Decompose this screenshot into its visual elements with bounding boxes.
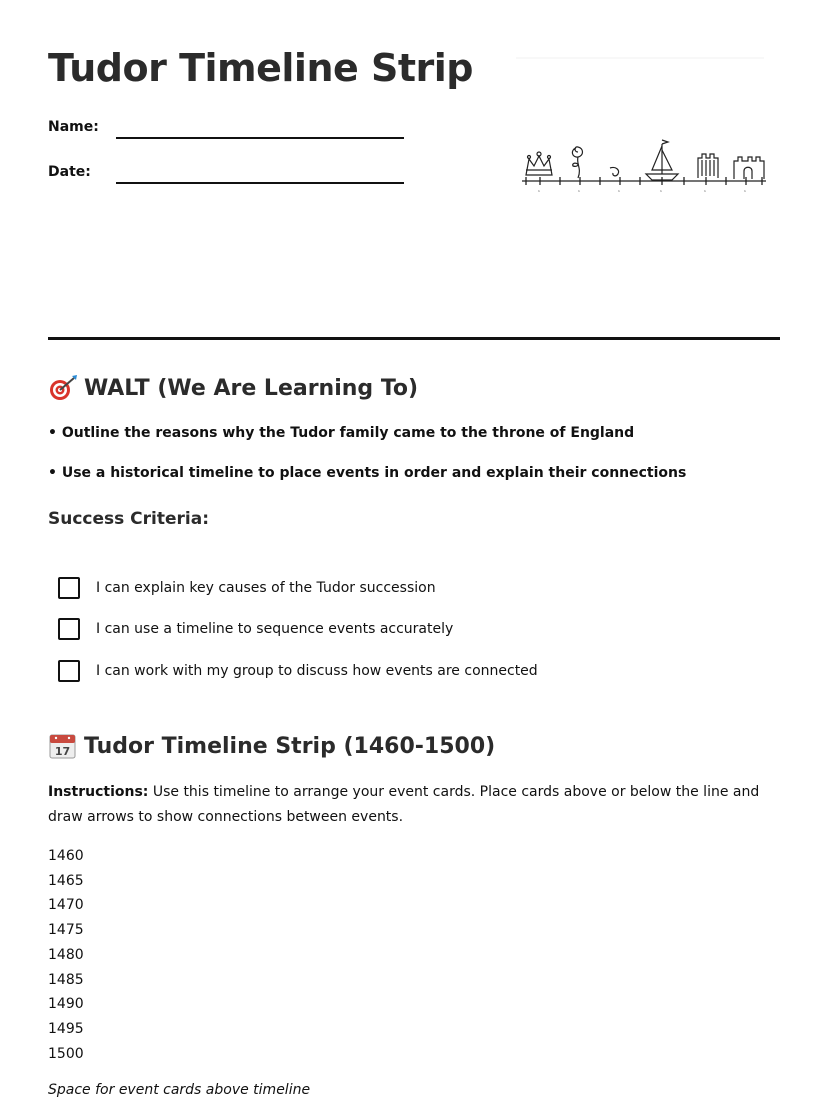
- success-criterion: [58, 576, 436, 600]
- year-item: 1475: [48, 922, 84, 939]
- svg-text:1: 1: [744, 189, 746, 193]
- svg-text:1: 1: [618, 189, 620, 193]
- criterion-checkbox[interactable]: [58, 618, 80, 640]
- criterion-checkbox[interactable]: [58, 660, 80, 682]
- calendar-day: 17: [54, 745, 71, 758]
- date-field[interactable]: [48, 158, 408, 188]
- ship-icon: [646, 140, 678, 180]
- objective-item: • Outline the reasons why the Tudor family came to the throne of England: [48, 425, 635, 441]
- target-dart-icon: [48, 374, 78, 402]
- calendar-icon: [48, 732, 78, 760]
- timeline-years: [48, 844, 84, 1066]
- criterion-checkbox[interactable]: [58, 577, 80, 599]
- year-item: 1490: [48, 996, 84, 1013]
- walt-heading-text: WALT (We Are Learning To): [84, 375, 419, 401]
- instructions: [48, 780, 778, 830]
- tudor-timeline-illustration: [512, 56, 768, 201]
- year-item: 1460: [48, 848, 84, 864]
- success-criterion: [58, 617, 453, 641]
- event-cards-note: Space for event cards above timeline: [48, 1082, 311, 1098]
- timeline-heading: [48, 732, 495, 760]
- year-item: 1495: [48, 1020, 84, 1037]
- swirl-icon: [610, 167, 619, 175]
- timeline-heading-text: Tudor Timeline Strip (1460-1500): [84, 733, 496, 759]
- crown-icon: [526, 152, 552, 175]
- success-criteria-heading: Success Criteria:: [48, 509, 210, 529]
- year-item: 1465: [48, 872, 84, 889]
- instructions-text: Use this timeline to arrange your event cards. Place cards above or below the line and draw arrows to show connections between events.: [48, 784, 760, 825]
- tower-icon: [734, 157, 764, 179]
- instructions-label: Instructions:: [48, 784, 149, 800]
- svg-text:1: 1: [660, 189, 662, 193]
- year-item: 1500: [48, 1045, 84, 1062]
- name-field[interactable]: [48, 113, 408, 143]
- objective-item: • Use a historical timeline to place events in order and explain their connections: [48, 465, 687, 481]
- criterion-text: I can use a timeline to sequence events accurately: [96, 621, 454, 637]
- success-criterion: [58, 659, 538, 683]
- year-item: 1485: [48, 971, 84, 988]
- svg-text:1: 1: [538, 189, 540, 193]
- criterion-text: I can work with my group to discuss how events are connected: [96, 663, 538, 679]
- walt-heading: [48, 374, 418, 402]
- criterion-text: I can explain key causes of the Tudor succession: [96, 580, 436, 596]
- date-label: Date:: [48, 164, 91, 180]
- timeline-axis: [522, 177, 766, 185]
- svg-text:1: 1: [578, 189, 580, 193]
- timeline-axis-ticks-labels: [538, 189, 746, 193]
- year-item: 1470: [48, 897, 84, 914]
- date-line[interactable]: [116, 182, 404, 184]
- svg-text:1: 1: [704, 189, 706, 193]
- rose-icon: [572, 147, 582, 178]
- page-title: Tudor Timeline Strip: [48, 46, 473, 90]
- name-label: Name:: [48, 119, 99, 135]
- name-line[interactable]: [116, 137, 404, 139]
- castle-icon: [698, 154, 718, 178]
- year-item: 1480: [48, 946, 84, 963]
- section-divider: [48, 337, 780, 340]
